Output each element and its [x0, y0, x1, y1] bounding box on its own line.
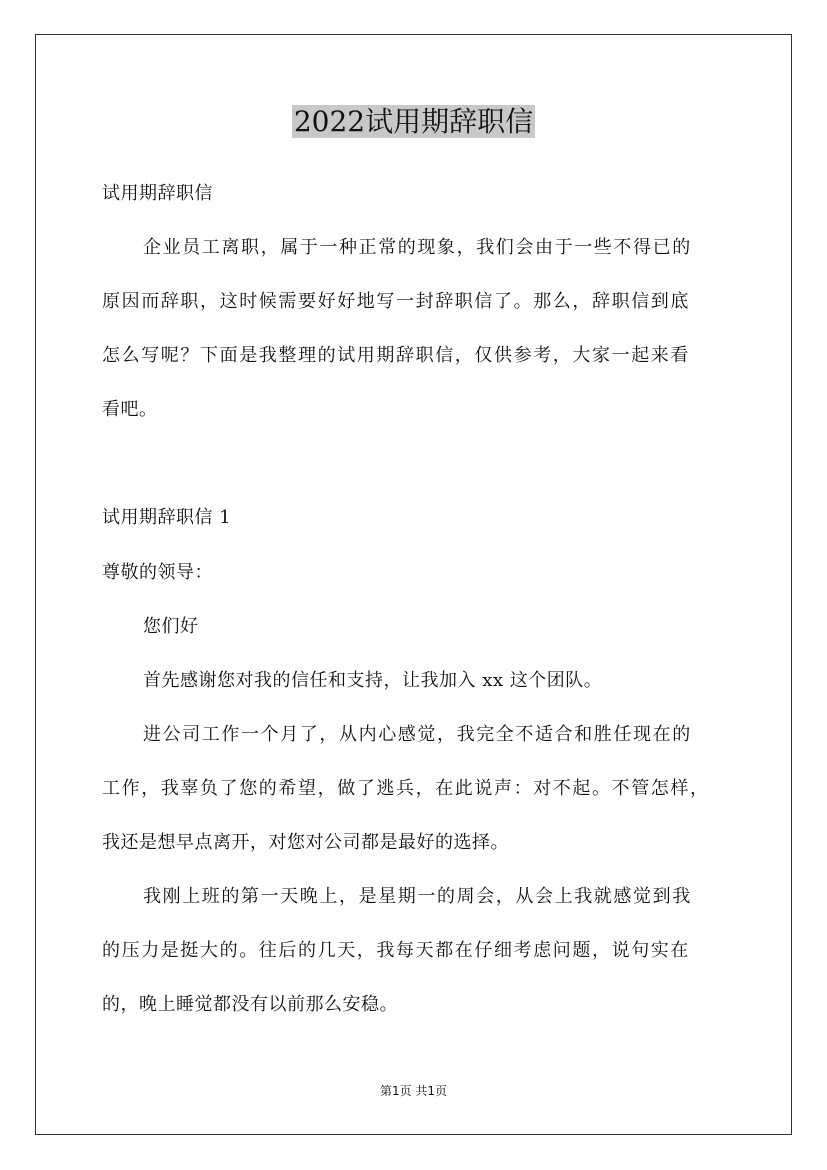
- document-title-text: 2022试用期辞职信: [293, 105, 534, 138]
- paragraph-2-line-3: 我还是想早点离开，对您对公司都是最好的选择。: [102, 832, 509, 853]
- intro-line-2: 原因而辞职，这时候需要好好地写一封辞职信了。那么，辞职信到底: [102, 291, 690, 312]
- paragraph-1: 首先感谢您对我的信任和支持，让我加入 xx 这个团队。: [143, 670, 603, 691]
- paragraph-3-line-1: 我刚上班的第一天晚上，是星期一的周会，从会上我就感觉到我: [143, 886, 692, 907]
- paragraph-3-line-2: 的压力是挺大的。往后的几天，我每天都在仔细考虑问题，说句实在: [102, 940, 690, 961]
- intro-line-3: 怎么写呢？下面是我整理的试用期辞职信，仅供参考，大家一起来看: [102, 345, 690, 366]
- intro-line-1: 企业员工离职，属于一种正常的现象，我们会由于一些不得已的: [143, 237, 692, 258]
- document-title: [0, 102, 827, 142]
- paragraph-2-line-2: 工作，我辜负了您的希望，做了逃兵，在此说声：对不起。不管怎样，: [102, 778, 710, 799]
- section-title: 试用期辞职信 1: [102, 507, 232, 528]
- page-footer: 第1页 共1页: [379, 1084, 448, 1098]
- paragraph-2-line-1: 进公司工作一个月了，从内心感觉，我完全不适合和胜任现在的: [143, 724, 692, 745]
- greeting: 您们好: [143, 616, 199, 637]
- document-heading: 试用期辞职信: [102, 183, 213, 204]
- paragraph-3-line-3: 的，晚上睡觉都没有以前那么安稳。: [102, 994, 398, 1015]
- salutation: 尊敬的领导：: [102, 562, 213, 583]
- intro-line-4: 看吧。: [102, 399, 158, 420]
